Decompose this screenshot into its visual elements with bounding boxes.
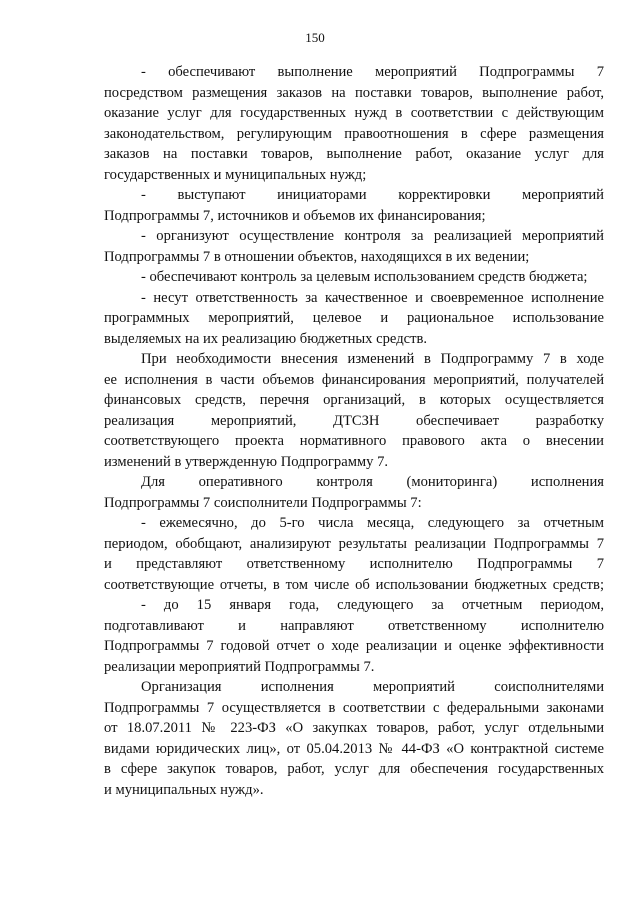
text-line: видами юридических лиц», от 05.04.2013 № 44-ФЗ «О контрактной системе	[104, 740, 604, 757]
text-line: - до 15 января года, следующего за отчетным периодом,	[141, 597, 604, 613]
text-line: ее исполнения в части объемов финансирования мероприятий, получателей	[104, 371, 604, 388]
text-line: соответствующего проекта нормативного правового акта о внесении	[104, 433, 604, 449]
text-line: и муниципальных нужд».	[104, 781, 264, 798]
text-line: и представляют ответственному исполнителю Подпрограммы 7	[104, 556, 604, 572]
text-line: посредством размещения заказов на поставки товаров, выполнение работ,	[104, 84, 604, 101]
text-line: подготавливают и направляют ответственному исполнителю	[104, 617, 604, 634]
text-line: - несут ответственность за качественное и своевременное исполнение	[141, 289, 604, 306]
text-line: программных мероприятий, целевое и рациональное использование	[104, 310, 604, 326]
text-line: Для оперативного контроля (мониторинга) исполнения	[141, 474, 604, 490]
page-number: 150	[305, 30, 325, 45]
text-line: периодом, обобщают, анализируют результаты реализации Подпрограммы 7	[104, 535, 604, 552]
text-line: Подпрограммы 7 годовой отчет о ходе реализации и оценке эффективности	[104, 638, 604, 654]
text-line: - организуют осуществление контроля за реализацией мероприятий	[141, 228, 604, 244]
text-line: от 18.07.2011 № 223-ФЗ «О закупках товаров, работ, услуг отдельными	[104, 720, 604, 736]
text-line: государственных и муниципальных нужд;	[104, 166, 367, 183]
text-line: в сфере закупок товаров, работ, услуг для обеспечения государственных	[104, 761, 604, 777]
text-line: заказов на поставки товаров, выполнение работ, оказание услуг для	[104, 146, 604, 162]
text-line: Подпрограммы 7, источников и объемов их финансирования;	[104, 207, 486, 224]
text-line: реализация мероприятий, ДТСЗН обеспечивает разработку	[104, 412, 604, 429]
text-line: Подпрограммы 7 осуществляется в соответствии с федеральными законами	[104, 699, 604, 716]
text-line: Организация исполнения мероприятий соисполнителями	[141, 679, 604, 695]
text-line: изменений в утвержденную Подпрограмму 7.	[104, 453, 389, 470]
text-line: При необходимости внесения изменений в Подпрограмму 7 в ходе	[141, 351, 604, 367]
text-line: Подпрограммы 7 в отношении объектов, находящихся в их ведении;	[104, 248, 530, 265]
document-body	[104, 62, 604, 800]
text-line: - обеспечивают выполнение мероприятий Подпрограммы 7	[141, 64, 604, 80]
text-line: - ежемесячно, до 5-го числа месяца, следующего за отчетным	[141, 515, 604, 531]
text-line: выделяемых на их реализацию бюджетных средств.	[104, 330, 428, 347]
text-line: - обеспечивают контроль за целевым использованием средств бюджета;	[141, 269, 588, 285]
text-line: - выступают инициаторами корректировки мероприятий	[141, 187, 604, 203]
text-line: Подпрограммы 7 соисполнители Подпрограммы 7:	[104, 494, 422, 511]
text-line: реализации мероприятий Подпрограммы 7.	[104, 658, 375, 675]
text-line: соответствующие отчеты, в том числе об использовании бюджетных средств;	[104, 576, 604, 593]
text-line: оказание услуг для государственных нужд в соответствии с действующим	[104, 105, 604, 121]
text-line: законодательством, регулирующим правоотношения в сфере размещения	[104, 125, 604, 142]
text-line: финансовых средств, перечня организаций, в которых осуществляется	[104, 392, 604, 408]
